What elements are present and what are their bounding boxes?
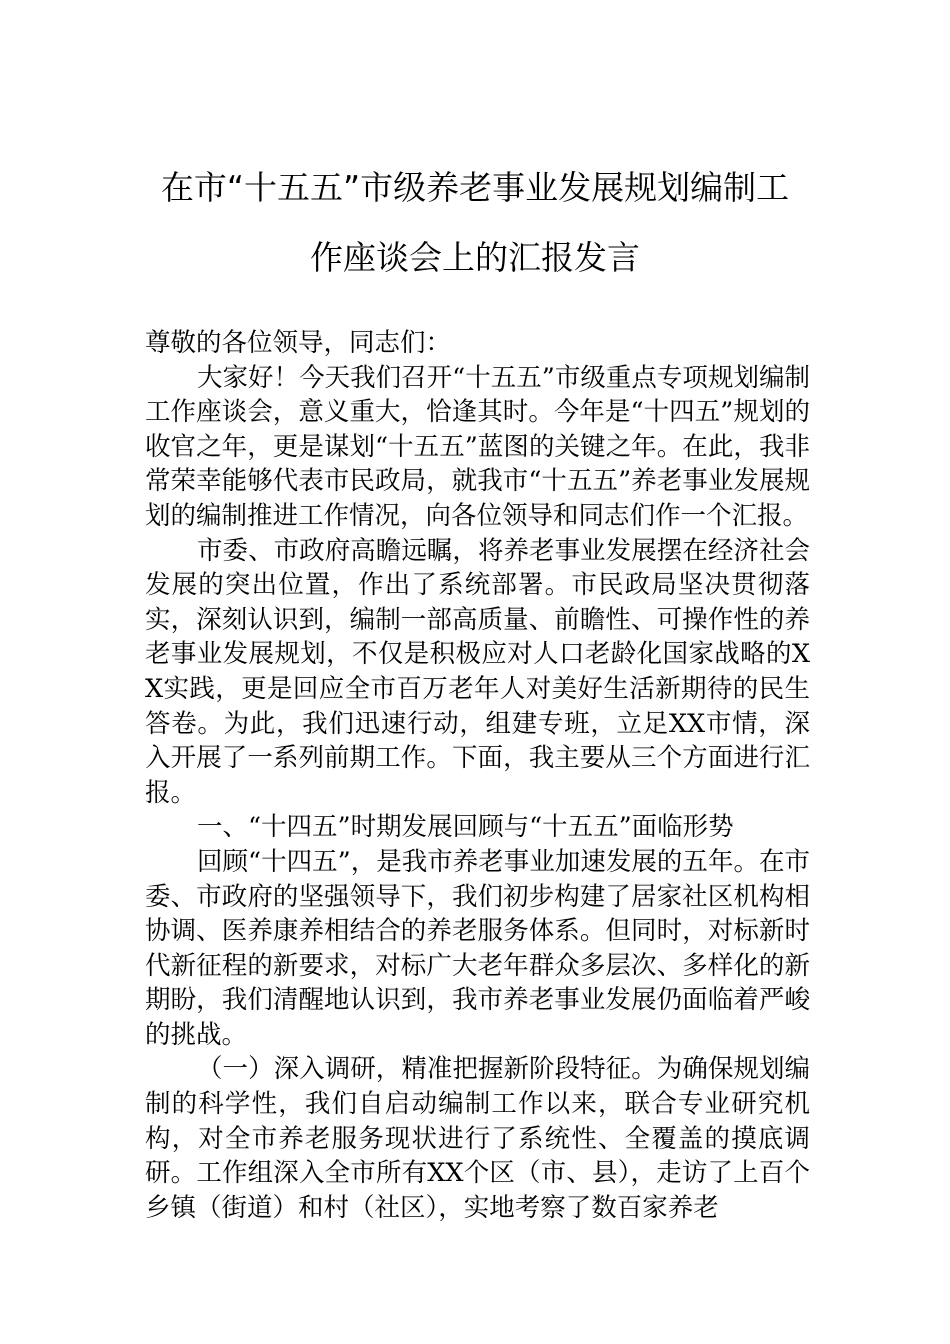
paragraph-opening: 大家好！今天我们召开“十五五”市级重点专项规划编制工作座谈会，意义重大，恰逢其时。今年是“十四五”规划的收官之年，更是谋划“十五五”蓝图的关键之年。在此，我非常荣幸能够代表市民政局，就我市“十五五”养老事业发展规划的编制推进工作情况，向各位领导和同志们作一个汇报。 bbox=[145, 362, 810, 531]
document-title-line-1: 在市“十五五”市级养老事业发展规划编制工 bbox=[160, 168, 790, 207]
paragraph-research: （一）深入调研，精准把握新阶段特征。为确保规划编制的科学性，我们自启动编制工作以来，联合专业研究机构，对全市养老服务现状进行了系统性、全覆盖的摸底调研。工作组深入全市所有XX个区（市、县），走访了上百个乡镇（街道）和村（社区），实地考察了数百家养老 bbox=[145, 1054, 810, 1223]
paragraph-background: 市委、市政府高瞻远瞩，将养老事业发展摆在经济社会发展的突出位置，作出了系统部署。市民政局坚决贯彻落实，深刻认识到，编制一部高质量、前瞻性、可操作性的养老事业发展规划，不仅是积极应对人口老龄化国家战略的XX实践，更是回应全市百万老年人对美好生活新期待的民生答卷。为此，我们迅速行动，组建专班，立足XX市情，深入开展了一系列前期工作。下面，我主要从三个方面进行汇报。 bbox=[145, 535, 810, 808]
section-heading-1: 一、“十四五”时期发展回顾与“十五五”面临形势 bbox=[197, 812, 734, 843]
paragraph-review: 回顾“十四五”，是我市养老事业加速发展的五年。在市委、市政府的坚强领导下，我们初步构建了居家社区机构相协调、医养康养相结合的养老服务体系。但同时，对标新时代新征程的新要求，对标广大老年群众多层次、多样化的新期盼，我们清醒地认识到，我市养老事业发展仍面临着严峻的挑战。 bbox=[145, 846, 810, 1050]
document-title-line-2: 作座谈会上的汇报发言 bbox=[310, 238, 640, 277]
document-body bbox=[145, 326, 810, 1225]
salutation: 尊敬的各位领导，同志们： bbox=[145, 328, 452, 358]
